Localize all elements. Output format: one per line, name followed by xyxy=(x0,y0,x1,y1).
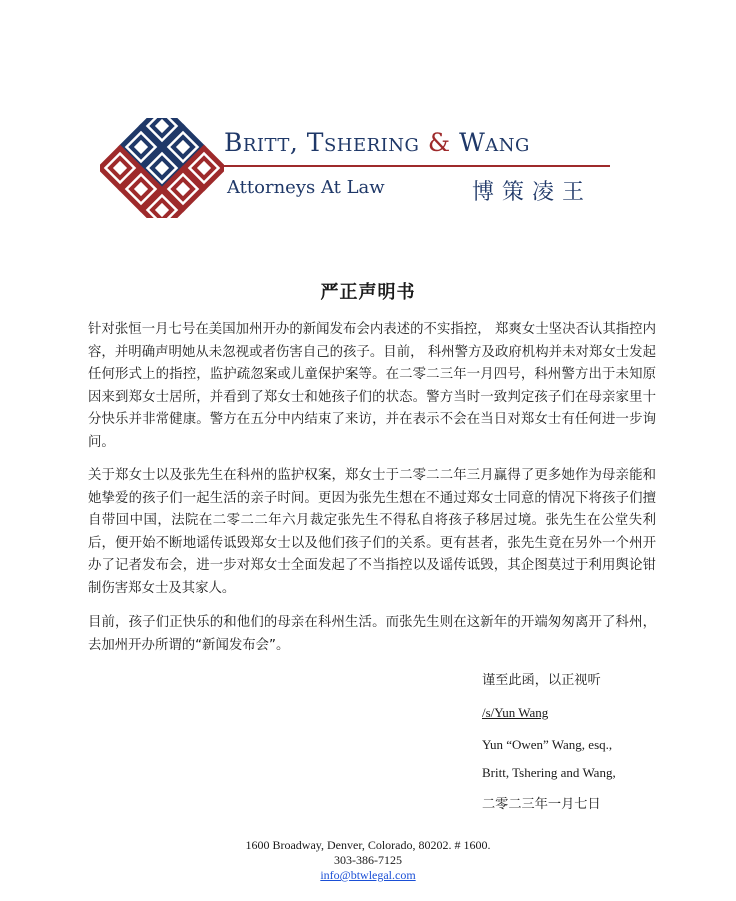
logo-knot-loop xyxy=(194,158,214,178)
firm-name-ampersand: & xyxy=(427,128,451,157)
signature-name: Yun “Owen” Wang, esq., xyxy=(482,737,613,752)
document-title: 严正声明书 xyxy=(320,282,416,303)
logo-knot-loop xyxy=(142,148,182,188)
logo-knot-loop xyxy=(152,158,172,178)
signature-closing: 谨至此函，以正视听 xyxy=(482,673,601,688)
logo-knot-loop xyxy=(152,118,172,136)
logo-knot-loop xyxy=(131,137,151,157)
letterhead xyxy=(100,118,610,218)
logo-knot-loop xyxy=(110,158,130,178)
footer-email-wrap xyxy=(0,867,736,883)
firm-name-part1: Britt, Tshering xyxy=(224,128,428,157)
signature-firm: Britt, Tshering and Wang, xyxy=(482,765,616,780)
signature-signed: /s/Yun Wang xyxy=(482,705,549,720)
logo-knot-loop xyxy=(131,179,151,199)
logo-knot-loop xyxy=(173,137,193,157)
letterhead-divider xyxy=(224,165,610,167)
signature-date: 二零二三年一月七日 xyxy=(482,797,601,812)
logo-knot-loop xyxy=(121,169,161,209)
paragraph-1: 针对张恒一月七号在美国加州开办的新闻发布会内表述的不实指控， 郑爽女士坚决否认其指控内容，并明确声明她从未忽视或者伤害自己的孩子。目前， 科州警方及政府机构并未对郑女士发起任何形式上的指控，监护疏忽案或儿童保护案等。在二零二三年一月四号，科州警方出于未知原因来到郑女士居所，并看到了郑女士和她孩子们的状态。警方当时一致判定孩子们在母亲家里十分快乐并非常健康。警方在五分中内结束了来访，并在表示不会在当日对郑女士有任何进一步询问。 xyxy=(88,322,656,450)
endless-knot-logo xyxy=(100,118,224,218)
logo-knot-loop xyxy=(163,127,203,167)
logo-knot-loop xyxy=(100,148,140,188)
logo-knot-loop xyxy=(121,127,161,167)
firm-chinese-name: 博策凌王 xyxy=(472,180,593,205)
logo-knot-loop xyxy=(184,148,224,188)
footer-phone: 303-386-7125 xyxy=(334,853,402,867)
firm-name-part2: Wang xyxy=(450,128,530,157)
footer-address: 1600 Broadway, Denver, Colorado, 80202. # 1600. xyxy=(245,838,491,852)
paragraph-3: 目前，孩子们正快乐的和他们的母亲在科州生活。而张先生则在这新年的开端匆匆离开了科州，去加州开办所谓的“新闻发布会”。 xyxy=(88,615,656,653)
firm-tagline: Attorneys At Law xyxy=(227,177,385,198)
logo-knot-loop xyxy=(152,200,172,218)
paragraph-2: 关于郑女士以及张先生在科州的监护权案，郑女士于二零二二年三月赢得了更多她作为母亲能和她挚爱的孩子们一起生活的亲子时间。更因为张先生想在不通过郑女士同意的情况下将孩子们擅自带回中国，法院在二零二二年六月裁定张先生不得私自将孩子移居过境。张先生在公堂失利后，便开始不断地谣传诋毁郑女士以及他们孩子们的关系。更有甚者，张先生竟在另外一个州开办了记者发布会，进一步对郑女士全面发起了不当指控以及谣传诋毁，其企图莫过于利用舆论钳制伤害郑女士及其家人。 xyxy=(88,468,656,596)
logo-knot-loop xyxy=(163,169,203,209)
firm-name xyxy=(224,128,530,157)
footer-email-link[interactable]: info@btwlegal.com xyxy=(320,868,416,882)
logo-knot-loop xyxy=(173,179,193,199)
